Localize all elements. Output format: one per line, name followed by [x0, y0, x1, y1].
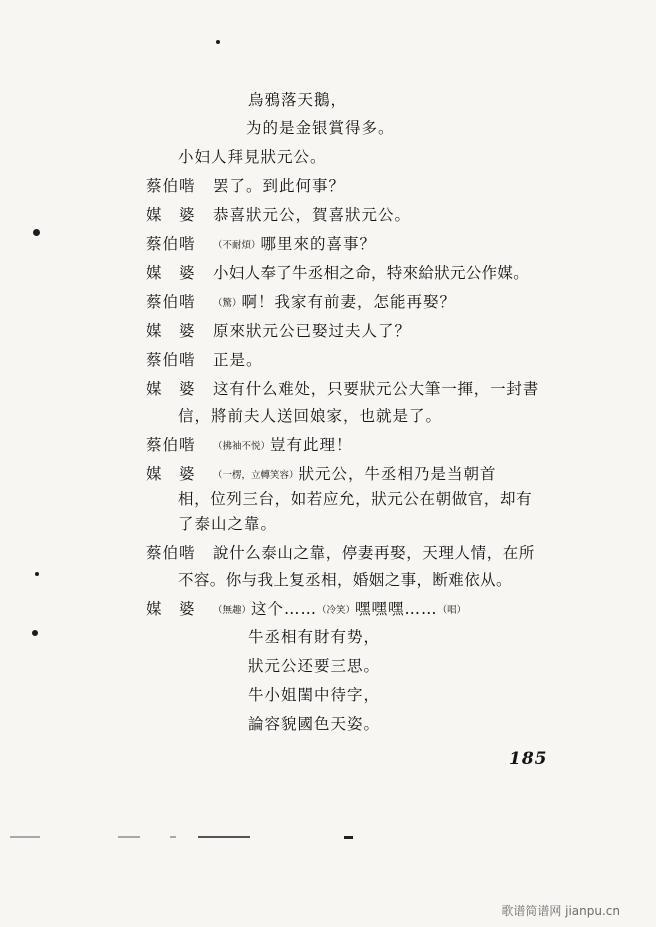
binding-hole-dot: [35, 572, 39, 576]
dialogue-speaker: 蔡伯喈: [146, 436, 196, 454]
page-number: 185: [509, 749, 548, 769]
dialogue-text: 說什么泰山之靠，停妻再娶，天理人情，在所: [213, 544, 536, 562]
scan-smudge: [344, 836, 353, 839]
dialogue-text: 恭喜狀元公，賀喜狀元公。: [213, 206, 412, 224]
dialogue-line: [213, 292, 456, 314]
scan-smudge: [10, 836, 40, 838]
dialogue-text: 罢了。到此何事？: [213, 177, 346, 195]
binding-hole-dot: [32, 630, 38, 636]
closing-verse-line-4: 論容貌國色天姿。: [248, 715, 381, 733]
dialogue-continuation: 相，位列三台，如若应允，狀元公在朝做官，却有: [178, 490, 533, 508]
closing-verse-line-3: 牛小姐閨中待字，: [248, 686, 381, 704]
dialogue-text: 小妇人奉了牛丞相之命，特來給狀元公作媒。: [213, 264, 530, 282]
dialogue-line: [213, 464, 497, 486]
dialogue-text: 嘿嘿嘿……: [355, 600, 438, 618]
dialogue-speaker: 蔡伯喈: [146, 544, 196, 562]
dialogue-speaker: 蔡伯喈: [146, 177, 196, 195]
scan-smudge: [198, 836, 250, 838]
dialogue-text: 豈有此理！: [270, 436, 353, 454]
dialogue-text: 啊！我家有前妻，怎能再娶？: [241, 293, 457, 311]
dialogue-line: [213, 599, 466, 621]
stage-direction: （冷笑）: [317, 605, 356, 616]
dialogue-text: 狀元公，牛丞相乃是当朝首: [298, 465, 497, 483]
stage-direction: （一楞，立轉笑容）: [213, 470, 299, 481]
dialogue-line: [213, 234, 376, 256]
binding-hole-dot: [33, 229, 40, 236]
ink-speck: [216, 40, 220, 44]
closing-verse-line-2: 狀元公还要三思。: [248, 657, 381, 675]
dialogue-speaker: 媒 婆: [146, 380, 196, 398]
stage-direction: （驚）: [213, 298, 242, 309]
dialogue-continuation: 了泰山之靠。: [178, 515, 278, 533]
dialogue-text: 这有什么难处，只要狀元公大筆一揮，一封書: [213, 380, 540, 398]
dialogue-speaker: 蔡伯喈: [146, 235, 196, 253]
dialogue-speaker: 蔡伯喈: [146, 351, 196, 369]
scan-smudge: [170, 836, 176, 838]
scan-smudge: [118, 836, 140, 838]
intro-line: 小妇人拜見狀元公。: [178, 148, 327, 166]
dialogue-continuation: 信，將前夫人送回娘家，也就是了。: [178, 407, 443, 425]
site-watermark: 歌谱简谱网 jianpu.cn: [501, 904, 620, 918]
stage-direction: （不耐煩）: [213, 240, 261, 251]
dialogue-text: 正是。: [213, 351, 263, 369]
opening-verse-line-1: 烏鴉落天鵝，: [248, 91, 348, 109]
dialogue-speaker: 媒 婆: [146, 206, 196, 224]
dialogue-line: [213, 435, 353, 457]
dialogue-text: 哪里來的喜事？: [260, 235, 377, 253]
stage-direction: （唱）: [437, 605, 467, 616]
dialogue-text: 原來狀元公已娶过夫人了？: [213, 322, 412, 340]
stage-direction: （拂袖不悦）: [213, 441, 271, 452]
dialogue-speaker: 蔡伯喈: [146, 293, 196, 311]
dialogue-text: 这个……: [251, 600, 318, 618]
dialogue-speaker: 媒 婆: [146, 322, 196, 340]
dialogue-speaker: 媒 婆: [146, 264, 196, 282]
stage-direction: （無趣）: [213, 605, 252, 616]
opening-verse-line-2: 为的是金银賞得多。: [246, 119, 395, 137]
dialogue-speaker: 媒 婆: [146, 465, 196, 483]
dialogue-continuation: 不容。你与我上复丞相，婚姻之事，断难依从。: [178, 571, 512, 589]
dialogue-speaker: 媒 婆: [146, 600, 196, 618]
closing-verse-line-1: 牛丞相有財有势，: [248, 628, 381, 646]
